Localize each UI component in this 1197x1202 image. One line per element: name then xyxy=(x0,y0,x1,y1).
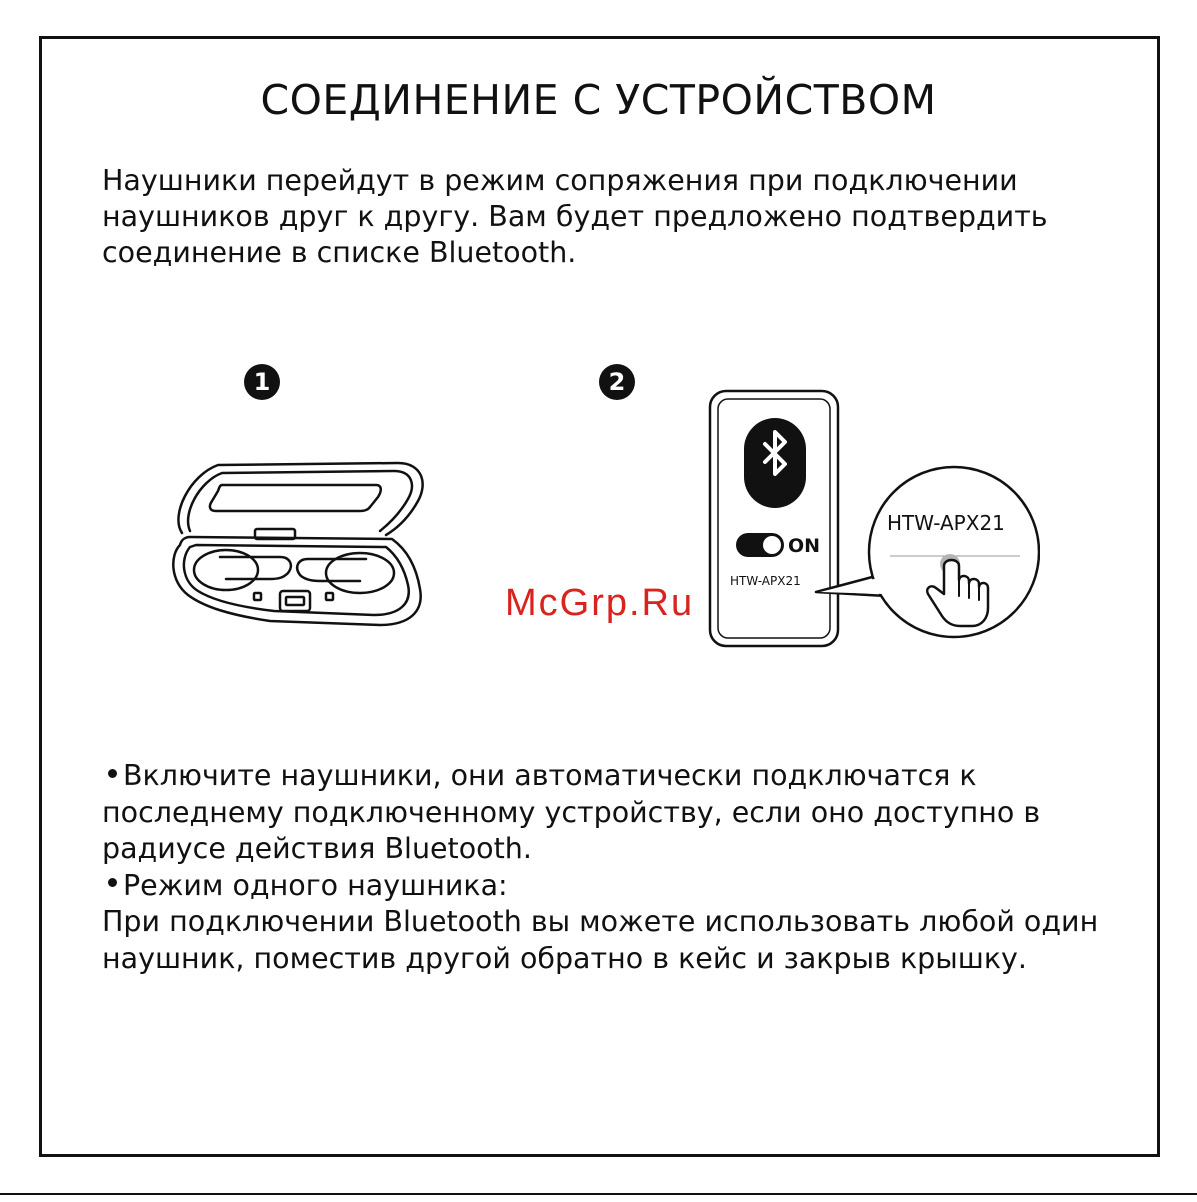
bullet-dot-icon xyxy=(108,878,117,887)
watermark-text: McGrp.Ru xyxy=(505,582,695,624)
bullet-dot-icon xyxy=(108,769,117,778)
bullet-1-text: Включите наушники, они автоматически подключатся к последнему подключенному устройству, если оно доступно в радиусе действия Bluetooth. xyxy=(102,759,1041,865)
step-1-badge: 1 xyxy=(244,364,280,400)
bullet-1 xyxy=(102,758,1142,868)
popup-device-name: HTW-APX21 xyxy=(887,511,1005,535)
bullet-2-continuation: При подключении Bluetooth вы можете использовать любой один наушник, поместив другой обратно в кейс и закрыв крышку. xyxy=(102,905,1099,975)
bullet-2-text: Режим одного наушника: xyxy=(123,868,508,902)
magnified-popup xyxy=(816,467,1039,637)
phone-illustration xyxy=(700,388,1040,658)
toggle-switch-icon xyxy=(736,533,784,557)
step-2-badge: 2 xyxy=(599,364,635,400)
toggle-on-label: ON xyxy=(788,535,821,557)
instructions-block xyxy=(102,758,1142,977)
intro-paragraph: Наушники перейдут в режим сопряжения при подключении наушников друг к другу. Вам будет предложено подтвердить соединение в списке Bluetooth. xyxy=(102,164,1048,269)
charging-case-illustration xyxy=(160,455,430,635)
page-title: СОЕДИНЕНИЕ С УСТРОЙСТВОМ xyxy=(260,76,937,124)
bottom-rule xyxy=(0,1193,1197,1195)
phone-device-name: HTW-APX21 xyxy=(730,574,801,588)
bluetooth-icon xyxy=(744,418,806,508)
bullet-2 xyxy=(102,868,1142,905)
